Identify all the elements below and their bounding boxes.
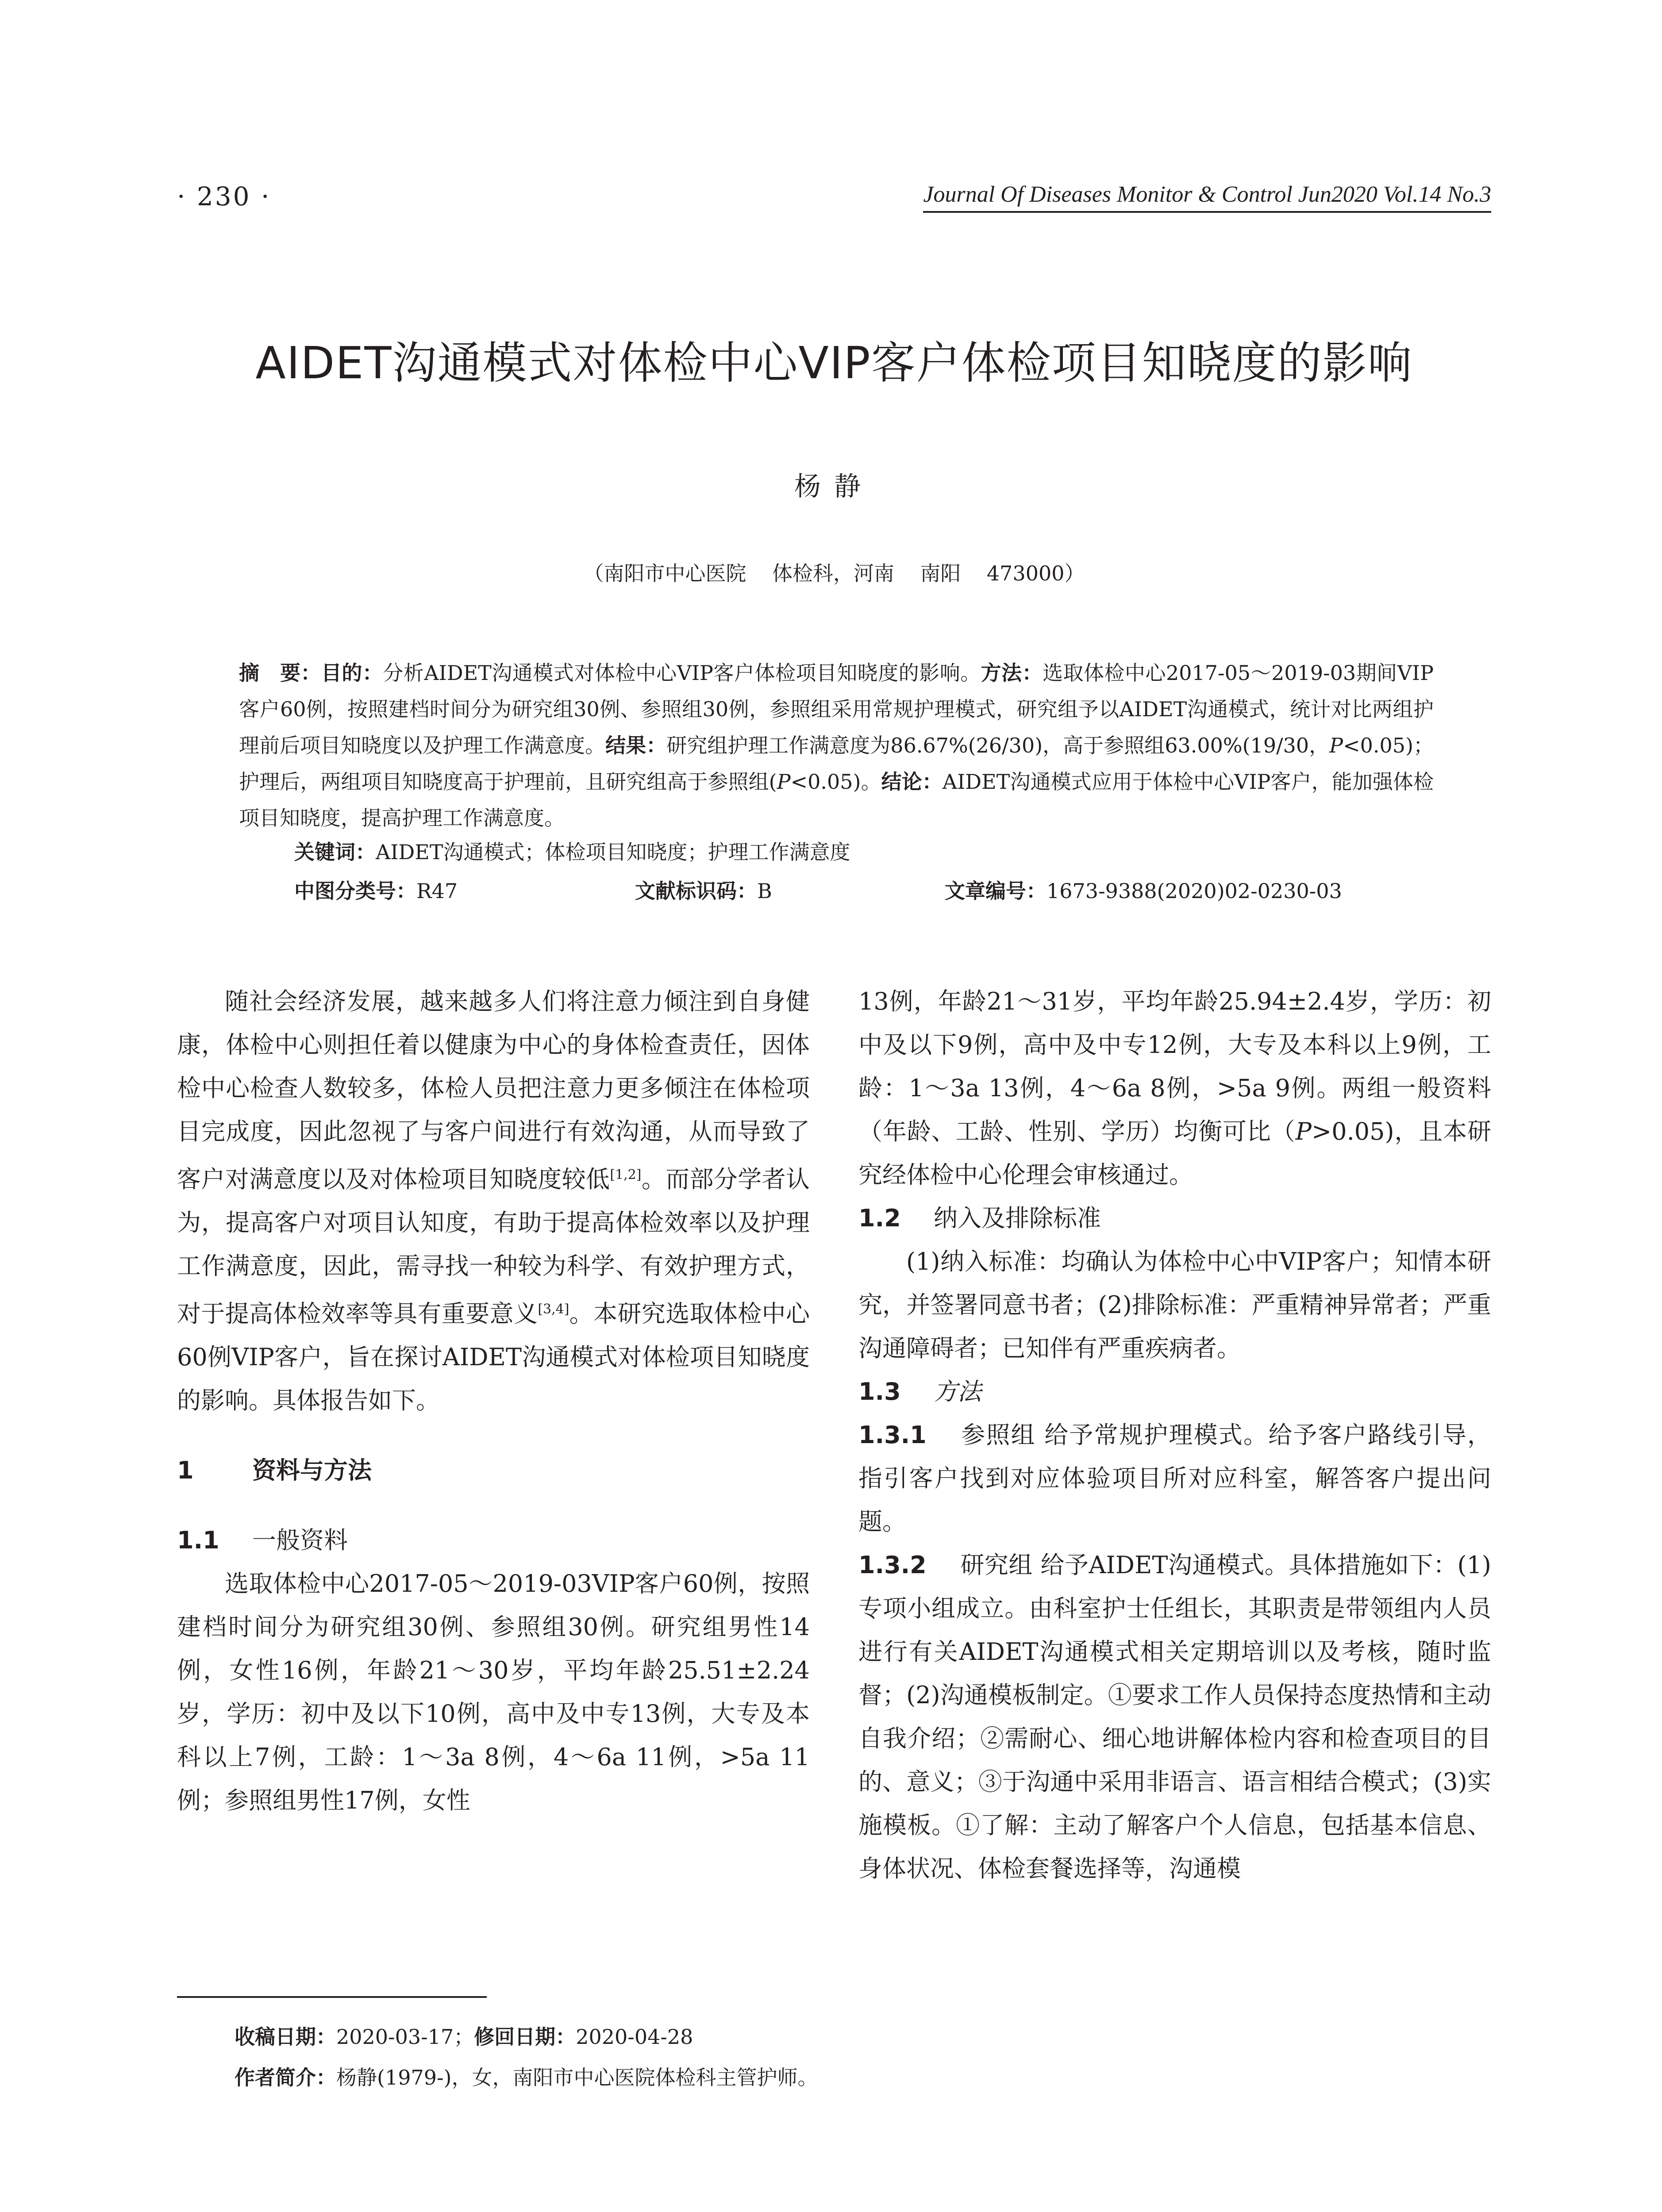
keywords-label: 关键词： [294,840,376,864]
method-label: 方法： [981,661,1043,685]
bio-label: 作者简介： [235,2066,336,2089]
section-heading [177,1449,810,1492]
abstract-result: 研究组护理工作满意度为86.67%(26/30)，高于参照组63.00%(19/30， [666,733,1330,757]
citation-ref: [3,4] [538,1302,569,1317]
body-text: 参照组 给予常规护理模式。给予客户路线引导，指引客户找到对应体验项目所对应科室，解答客户提出问题。 [858,1421,1491,1536]
keywords [294,836,850,865]
received-label: 收稿日期： [235,2025,336,2049]
journal-citation: Journal Of Diseases Monitor & Control Jun2020 Vol.14 No.3 [923,181,1491,213]
revised-date: 2020-04-28 [576,2025,693,2049]
article-value: 1673-9388(2020)02-0230-03 [1046,879,1342,903]
intro-paragraph [177,980,810,1422]
body-paragraph: 选取体检中心2017-05～2019-03VIP客户60例，按照建档时间分为研究组30例、参照组30例。研究组男性14例，女性16例，年龄21～30岁，平均年龄25.51±2.24岁，学历：初中及以下10例，高中及中专13例，大专及本科以上7例，工龄：1～3a 8例，4～6a 11例，>5a 11例；参照组男性17例，女性 [177,1570,810,1814]
clc-number [294,875,458,904]
subsection-number: 1.1 [177,1526,219,1554]
body-column-right [858,980,1491,1890]
abstract [239,655,1434,836]
body-paragraph [858,980,1491,1197]
body-paragraph: (1)纳入标准：均确认为体检中心中VIP客户；知情本研究，并签署同意书者；(2)排除标准：严重精神异常者；严重沟通障碍者；已知伴有严重疾病者。 [858,1248,1491,1362]
page-number: · 230 · [177,181,271,211]
intro-text: 随社会经济发展，越来越多人们将注意力倾注到自身健康，体检中心则担任着以健康为中心的身体检查责任，因体检中心检查人数较多，体检人员把注意力更多倾注在体检项目完成度，因此忽视了与客户间进行有效沟通，从而导致了客户对满意度以及对体检项目知晓度较低 [177,987,810,1193]
subsection-heading [858,1370,1491,1413]
p-value-symbol: P [1329,733,1343,757]
p-value-symbol: P [1295,1118,1312,1145]
doc-label: 文献标识码： [635,879,757,903]
abstract-result-end: <0.05)。 [790,770,881,794]
citation-ref: [1,2] [610,1167,642,1183]
bio-text: 杨静(1979-)，女，南阳市中心医院体检科主管护师。 [336,2066,818,2089]
document-code [635,875,772,904]
subsection-number: 1.3.2 [858,1551,927,1579]
footnote-dates [235,2021,693,2050]
abstract-method: 选取体检中心2017-05～2019-03期间VIP客户60例，按照建档时间分为研究组30例、参照组30例，参照组采用常规护理模式，研究组予以AIDET沟通模式，统计对比两组护理前后项目知晓度以及护理工作满意度。 [239,661,1434,757]
abstract-conclusion: AIDET沟通模式应用于体检中心VIP客户，能加强体检项目知晓度，提高护理工作满意度。 [239,770,1434,830]
subsection-title: 方法 [934,1378,981,1406]
revised-label: 修回日期： [474,2025,576,2049]
objective-label: 目的： [321,661,383,685]
body-text: 研究组 给予AIDET沟通模式。具体措施如下：(1)专项小组成立。由科室护士任组长，其职责是带领组内人员进行有关AIDET沟通模式相关定期培训以及考核，随时监督；(2)沟通模板制定。①要求工作人员保持态度热情和主动自我介绍；②需耐心、细心地讲解体检内容和检查项目的目的、意义；③于沟通中采用非语言、语言相结合模式；(3)实施模板。①了解：主动了解客户个人信息，包括基本信息、身体状况、体检套餐选择等，沟通模 [858,1551,1491,1882]
running-header [177,181,1491,217]
subsection-number: 1.3.1 [858,1421,927,1449]
clc-value: R47 [416,879,458,903]
keywords-text: AIDET沟通模式；体检项目知晓度；护理工作满意度 [376,840,850,864]
author-name: 杨静 [794,471,874,502]
article-label: 文章编号： [945,879,1046,903]
body-paragraph [858,1413,1491,1544]
abstract-label: 摘 要： [239,661,321,685]
classification-line [294,875,1445,906]
body-column-left [177,980,810,1822]
subsection-heading [858,1197,1491,1240]
intro-text: 。而部分学者认为，提高客户对项目认知度，有助于提高体检效率以及护理工作满意度，因此，需寻找一种较为科学、有效护理方式，对于提高体检效率等具有重要意义 [177,1165,810,1328]
article-title: AIDET沟通模式对体检中心VIP客户体检项目知晓度的影响 [255,337,1413,389]
article-number [945,875,1342,904]
footnote-author-bio [235,2062,818,2091]
subsection-title: 一般资料 [252,1526,348,1554]
subsection-number: 1.2 [858,1204,901,1232]
section-title: 资料与方法 [252,1456,372,1484]
p-value-symbol: P [777,770,791,794]
author-affiliation: （南阳市中心医院 体检科，河南 南阳 473000） [583,561,1085,585]
abstract-objective: 分析AIDET沟通模式对体检中心VIP客户体检项目知晓度的影响。 [383,661,981,685]
body-paragraph [858,1544,1491,1890]
abstract-result-cont: <0.05)；护理后，两组项目知晓度高于护理前，且研究组高于参照组( [239,733,1434,794]
section-number: 1 [177,1456,194,1484]
doc-value: B [757,879,772,903]
intro-text: 。本研究选取体检中心60例VIP客户，旨在探讨AIDET沟通模式对体检项目知晓度的影响。具体报告如下。 [177,1300,810,1414]
subsection-number: 1.3 [858,1378,901,1406]
result-label: 结果： [605,733,667,757]
subsection-heading [177,1519,810,1562]
body-text: 13例，年龄21～31岁，平均年龄25.94±2.4岁，学历：初中及以下9例，高中及中专12例，大专及本科以上9例，工龄：1～3a 13例，4～6a 8例，>5a 9例。两组一般资料（年龄、工龄、性别、学历）均衡可比（ [858,987,1491,1145]
body-text: >0.05)，且本研究经体检中心伦理会审核通过。 [858,1118,1491,1189]
received-date: 2020-03-17； [336,2025,474,2049]
conclusion-label: 结论： [881,770,943,794]
footnote-divider [177,1996,487,1998]
subsection-title: 纳入及排除标准 [934,1204,1101,1232]
clc-label: 中图分类号： [294,879,416,903]
